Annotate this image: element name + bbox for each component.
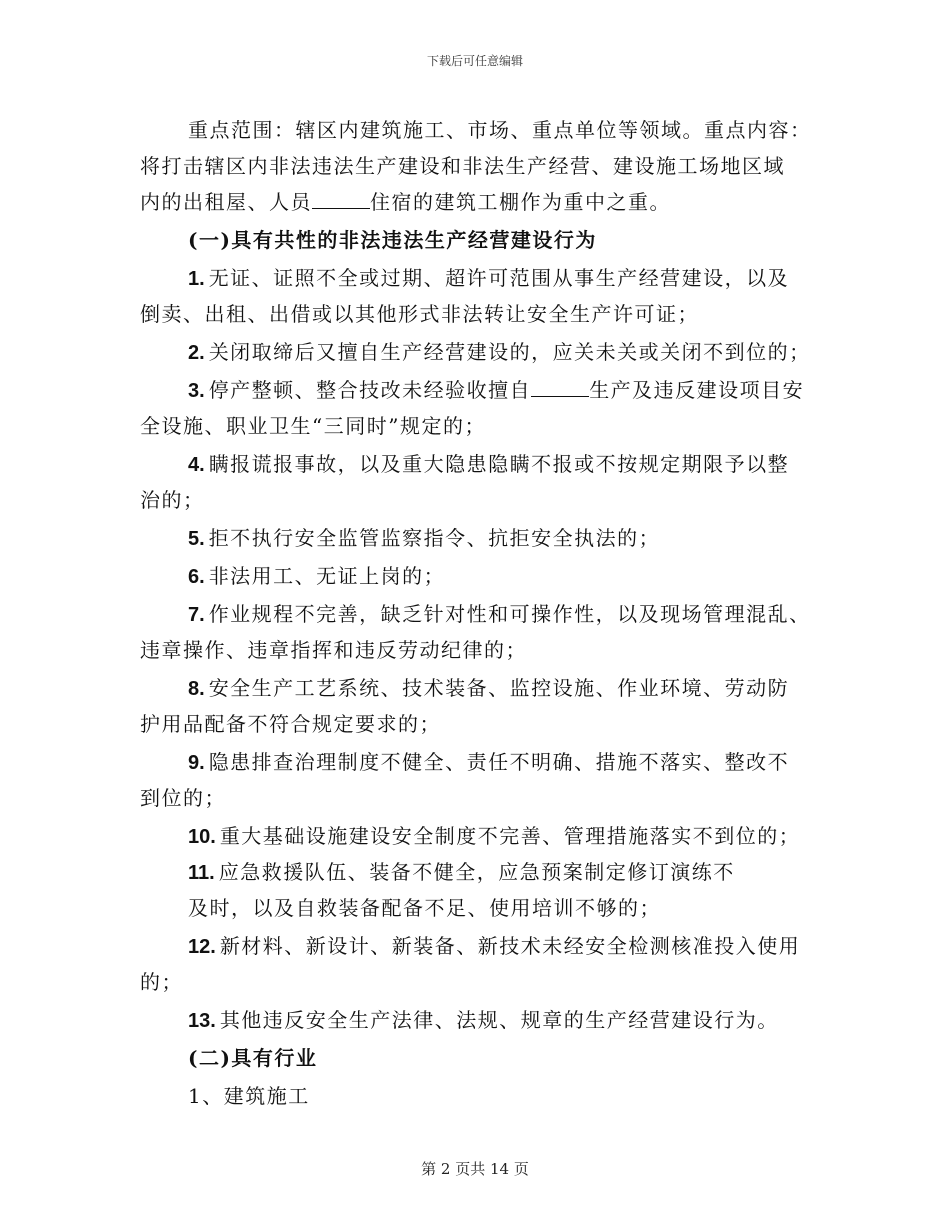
- intro-line-3: 内的出租屋、人员 住宿的建筑工棚作为重中之重。: [140, 190, 671, 214]
- intro-line-1: 重点范围：辖区内建筑施工、市场、重点单位等领域。重点内容：: [188, 118, 812, 142]
- item-7-line-2: 违章操作、违章指挥和违反劳动纪律的；: [140, 638, 527, 662]
- item-8-line-1: 8. 安全生产工艺系统、技术装备、监控设施、作业环境、劳动防: [188, 676, 790, 700]
- item-11-line-2: 及时，以及自救装备配备不足、使用培训不够的；: [188, 896, 661, 920]
- intro-line-2: 将打击辖区内非法违法生产建设和非法生产经营、建设施工场地区域: [140, 154, 785, 178]
- fill-blank: [312, 190, 370, 209]
- item-9-line-2: 到位的；: [140, 786, 226, 810]
- item-1-line-2: 倒卖、出租、出借或以其他形式非法转让安全生产许可证；: [140, 302, 699, 326]
- subsection-1: 1、建筑施工: [188, 1084, 310, 1108]
- item-9-line-1: 9. 隐患排查治理制度不健全、责任不明确、措施不落实、整改不: [188, 750, 790, 774]
- item-11-line-1: 11. 应急救援队伍、装备不健全，应急预案制定修订演练不: [188, 860, 735, 884]
- item-12-line-2: 的；: [140, 970, 183, 994]
- fill-blank: [531, 378, 589, 397]
- item-1-line-1: 1. 无证、证照不全或过期、超许可范围从事生产经营建设，以及: [188, 266, 790, 290]
- item-5: 5. 拒不执行安全监管监察指令、抗拒安全执法的；: [188, 526, 661, 550]
- item-12-line-1: 12. 新材料、新设计、新装备、新技术未经安全检测核准投入使用: [188, 934, 801, 958]
- item-2: 2. 关闭取缔后又擅自生产经营建设的，应关未关或关闭不到位的；: [188, 340, 811, 364]
- page-header: 下载后可任意编辑: [426, 54, 523, 68]
- item-7-line-1: 7. 作业规程不完善，缺乏针对性和可操作性，以及现场管理混乱、: [188, 602, 811, 626]
- item-6: 6. 非法用工、无证上岗的；: [188, 564, 446, 588]
- section-heading-1: (一)具有共性的非法违法生产经营建设行为: [188, 228, 597, 252]
- item-3-line-1: 3. 停产整顿、整合技改未经验收擅自 生产及违反建设项目安: [188, 378, 805, 402]
- item-10: 10. 重大基础设施建设安全制度不完善、管理措施落实不到位的；: [188, 824, 801, 848]
- section-heading-2: (二)具有行业: [188, 1046, 318, 1070]
- item-4-line-2: 治的；: [140, 488, 205, 512]
- item-4-line-1: 4. 瞒报谎报事故，以及重大隐患隐瞒不报或不按规定期限予以整: [188, 452, 790, 476]
- item-3-line-2: 全设施、职业卫生“三同时”规定的；: [140, 414, 486, 438]
- item-8-line-2: 护用品配备不符合规定要求的；: [140, 712, 441, 736]
- page-footer: 第 2 页共 14 页: [421, 1160, 529, 1178]
- item-13: 13. 其他违反安全生产法律、法规、规章的生产经营建设行为。: [188, 1008, 779, 1032]
